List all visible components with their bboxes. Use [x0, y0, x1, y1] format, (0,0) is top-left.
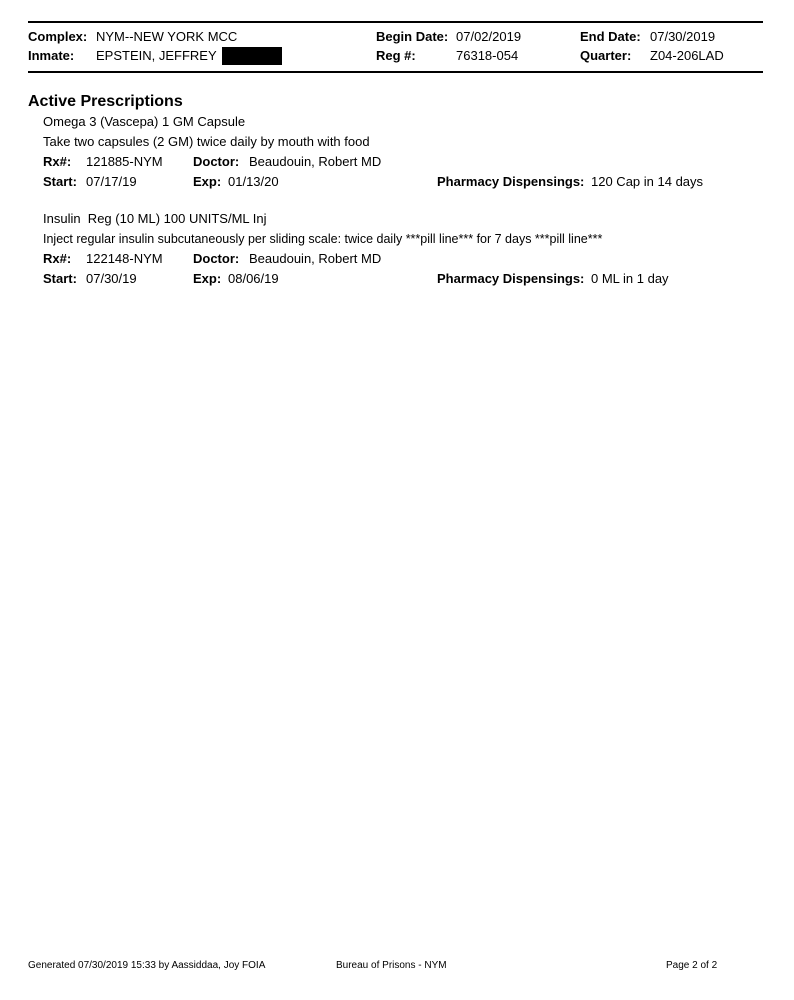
start-value: 07/30/19: [86, 271, 137, 286]
exp-label: Exp:: [193, 174, 222, 189]
exp-value: 08/06/19: [228, 271, 279, 286]
doctor-value: Beaudouin, Robert MD: [249, 154, 382, 169]
doctor-label: Doctor:: [193, 154, 240, 169]
drug-name: Insulin Reg (10 ML) 100 UNITS/ML Inj: [43, 211, 267, 226]
inmate-value: EPSTEIN, JEFFREY: [96, 48, 217, 63]
pharmacy-value: 0 ML in 1 day: [591, 271, 669, 286]
section-title: Active Prescriptions: [28, 93, 183, 110]
reg-label: Reg #:: [376, 48, 416, 63]
end-date-value: 07/30/2019: [650, 29, 716, 44]
exp-label: Exp:: [193, 271, 222, 286]
footer-page-number: Page 2 of 2: [666, 960, 718, 971]
rx-label: Rx#:: [43, 251, 72, 266]
footer-agency: Bureau of Prisons - NYM: [336, 960, 447, 971]
exp-value: 01/13/20: [228, 174, 279, 189]
complex-value: NYM--NEW YORK MCC: [96, 29, 238, 44]
pharmacy-value: 120 Cap in 14 days: [591, 174, 704, 189]
quarter-value: Z04-206LAD: [650, 48, 724, 63]
reg-value: 76318-054: [456, 48, 519, 63]
start-value: 07/17/19: [86, 174, 137, 189]
rx-number: 121885-NYM: [86, 154, 163, 169]
rx-label: Rx#:: [43, 154, 72, 169]
start-label: Start:: [43, 174, 77, 189]
header-bottom-rule: [28, 71, 763, 73]
start-label: Start:: [43, 271, 77, 286]
instructions: Take two capsules (2 GM) twice daily by mouth with food: [43, 134, 370, 149]
begin-date-value: 07/02/2019: [456, 29, 522, 44]
redaction-box: [222, 47, 282, 65]
inmate-label: Inmate:: [28, 48, 75, 63]
doctor-value: Beaudouin, Robert MD: [249, 251, 382, 266]
begin-date-label: Begin Date:: [376, 29, 449, 44]
footer-generated: Generated 07/30/2019 15:33 by Aassiddaa, Joy FOIA: [28, 960, 266, 971]
doctor-label: Doctor:: [193, 251, 240, 266]
rx-number: 122148-NYM: [86, 251, 163, 266]
end-date-label: End Date:: [580, 29, 641, 44]
quarter-label: Quarter:: [580, 48, 632, 63]
drug-name: Omega 3 (Vascepa) 1 GM Capsule: [43, 114, 246, 129]
pharmacy-label: Pharmacy Dispensings:: [437, 271, 585, 286]
instructions: Inject regular insulin subcutaneously per sliding scale: twice daily ***pill line*** for 7 days ***pill line***: [43, 232, 603, 246]
complex-label: Complex:: [28, 29, 88, 44]
pharmacy-label: Pharmacy Dispensings:: [437, 174, 585, 189]
header-top-rule: [28, 21, 763, 23]
